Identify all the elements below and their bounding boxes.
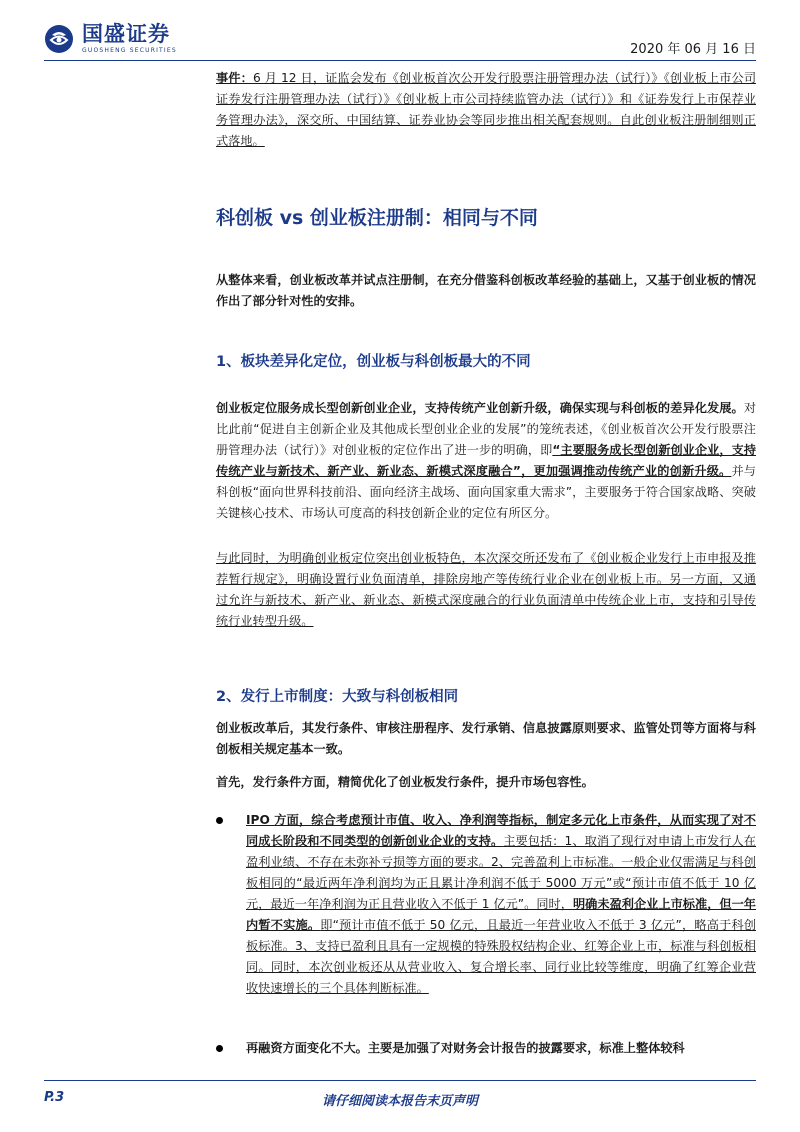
bullet1-text-b: 即“预计市值不低于 50 亿元，且最近一年营业收入不低于 3 亿元”，略高于科创板标准。3、支持已盈利且具有一定规模的特殊股权结构企业、红筹企业上市，标准与科创板相同。同时，本次创业板还从从营业收入、复合增长率、同行业比较等维度，明确了红筹企业营收快速增长的三个具体判断标准。 <box>246 918 757 995</box>
event-text: 6 月 12 日，证监会发布《创业板首次公开发行股票注册管理办法（试行）》《创业板上市公司证券发行注册管理办法（试行）》《创业板上市公司持续监管办法（试行）》和《证券发行上市保荐业务管理办法》，深交所、中国结算、证券业协会等同步推出相关配套规则。自此创业板注册制细则正式落地。 <box>216 71 757 148</box>
bullet-dot-icon <box>216 817 223 824</box>
bullet-refinancing <box>216 1038 756 1059</box>
subsection-1-paragraph-2 <box>216 548 756 632</box>
brand-logo <box>44 24 177 54</box>
subsection-2-paragraph-1 <box>216 718 756 760</box>
p1-emphasis: “主要服务成长型创新创业企业，支持传统产业与新技术、新产业、新业态、新模式深度融合”，更加强调推动传统产业的创新升级。 <box>216 443 757 478</box>
event-paragraph <box>216 68 756 152</box>
bullet1-emphasis: IPO 方面，综合考虑预计市值、收入、净利润等指标，制定多元化上市条件，从而实现了对不同成长阶段和不同类型的创新创业企业的支持。 <box>246 813 756 848</box>
bullet2-text: 再融资方面变化不大。主要是加强了对财务会计报告的披露要求，标准上整体较科 <box>246 1041 685 1055</box>
event-label: 事件： <box>216 71 253 85</box>
intro-text: 从整体来看，创业板改革并试点注册制，在充分借鉴科创板改革经验的基础上，又基于创业板的情况作出了部分针对性的安排。 <box>216 273 756 308</box>
header-divider <box>44 60 756 61</box>
brand-name: 国盛证券 <box>82 22 170 46</box>
sub2-p1-text: 创业板改革后，其发行条件、审核注册程序、发行承销、信息披露原则要求、监管处罚等方面将与科创板相关规定基本一致。 <box>216 721 756 756</box>
intro-paragraph <box>216 270 756 312</box>
bullet1-text-a: 主要包括：1、取消了现行对申请上市发行人在盈利业绩、不存在未弥补亏损等方面的要求。2、完善盈利上市标准。一般企业仅需满足与科创板相同的“最近两年净利润均为正且累计净利润不低于 5000 万元”或“预计市值不低于 10 亿元，最近一年净利润为正且营业收入不低于 1 亿元”。同时， <box>246 834 756 911</box>
subsection-1-title: 1、板块差异化定位，创业板与科创板最大的不同 <box>216 354 531 370</box>
page-header <box>0 0 800 68</box>
brand-name-en: GUOSHENG SECURITIES <box>82 47 177 54</box>
subsection-1-paragraph-1 <box>216 398 756 524</box>
subsection-2-paragraph-2 <box>216 772 756 793</box>
p2-text: 与此同时，为明确创业板定位突出创业板特色，本次深交所还发布了《创业板企业发行上市申报及推荐暂行规定》，明确设置行业负面清单，排除房地产等传统行业企业在创业板上市。另一方面，又通过允许与新技术、新产业、新业态、新模式深度融合的行业负面清单中传统企业上市，支持和引导传统行业转型升级。 <box>216 551 756 628</box>
bullet1-emphasis-2: 明确未盈利企业上市标准，但一年内暂不实施。 <box>246 897 756 932</box>
footer-disclaimer: 请仔细阅读本报告末页声明 <box>321 1094 478 1109</box>
subsection-2-title: 2、发行上市制度：大致与科创板相同 <box>216 689 459 705</box>
p1-tail: 并与科创板“面向世界科技前沿、面向经济主战场、面向国家重大需求”，主要服务于符合国家战略、突破关键核心技术、市场认可度高的科技创新企业的定位有所区分。 <box>216 464 756 520</box>
footer-divider <box>44 1080 756 1081</box>
page-number: P.3 <box>44 1090 65 1105</box>
bullet-dot-icon <box>216 1045 223 1052</box>
section-title: 科创板 vs 创业板注册制：相同与不同 <box>216 207 538 229</box>
bullet-ipo <box>216 810 756 999</box>
p1-bold-text: 创业板定位服务成长型创新创业企业，支持传统产业创新升级，确保实现与科创板的差异化发展。 <box>216 401 744 415</box>
brand-logo-icon <box>44 24 74 54</box>
report-date: 2020 年 06 月 16 日 <box>630 42 756 57</box>
p1-text: 对比此前“促进自主创新企业及其他成长型创业企业的发展”的笼统表述，《创业板首次公开发行股票注册管理办法（试行）》对创业板的定位作出了进一步的明确，即 <box>216 401 756 457</box>
sub2-p2-text: 首先，发行条件方面，精简优化了创业板发行条件，提升市场包容性。 <box>216 775 594 789</box>
